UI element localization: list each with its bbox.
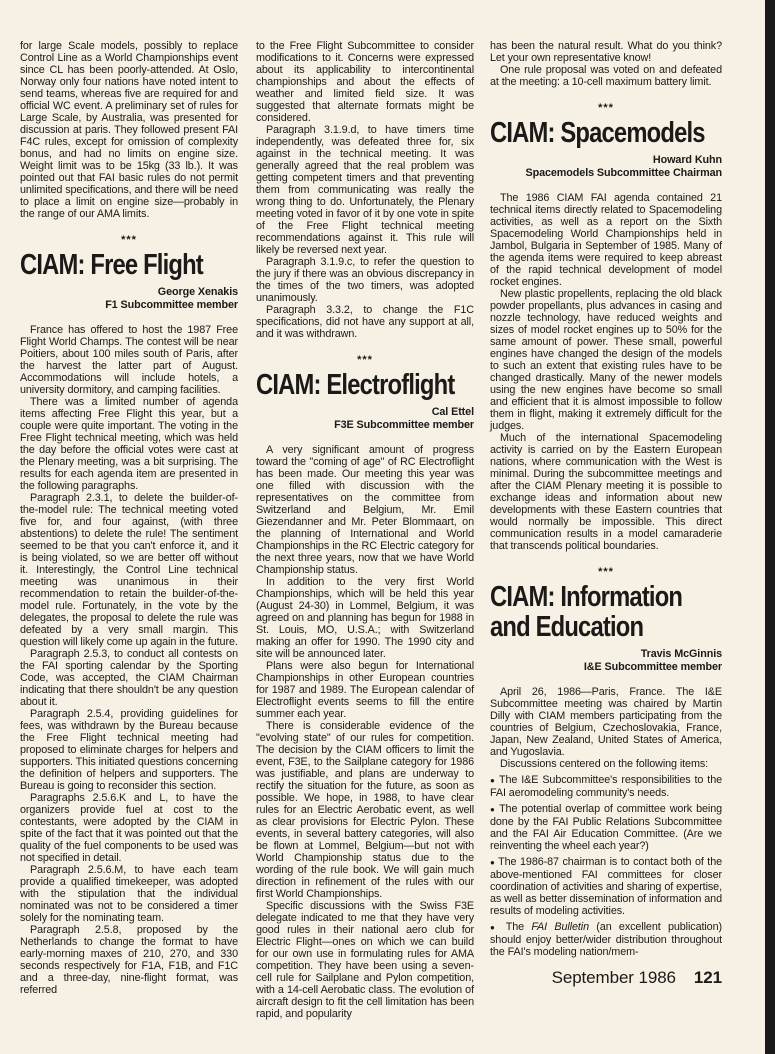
paragraph: Paragraph 3.1.9.c, to refer the question to the jury if there was an obvious discrepancy in the times of the two timers, was adopted unanimously. xyxy=(256,256,474,304)
bullet-text: (an excellent publication) should enjoy better/wider distribution throughout the FAI's modeling nation/mem- xyxy=(490,921,722,958)
column-3 xyxy=(490,40,722,996)
bullet-item xyxy=(490,803,722,852)
issue-date: September 1986 xyxy=(551,968,676,987)
bullet-text: The xyxy=(505,921,532,933)
bullet-item xyxy=(490,921,722,958)
paragraph: Paragraph 3.1.9.d, to have timers time independently, was defeated three for, six against in the technical meeting. It was generally agreed that the real problem was getting competent timers and that preventing them from communicating was really the wrong thing to do. Unfortunately, the Plenary meeting voted in favor of it by one vote in spite of the Free Flight technical meeting recommendations against it. This rule will likely be reversed next year. xyxy=(256,124,474,256)
bullet-icon: ● xyxy=(490,776,499,785)
paragraph: Much of the international Spacemodeling activity is carried on by the Eastern European nations, where communication with the West is minimal. During the subcommittee meetings and after the CIAM Plenary meeting it is possible to exchange ideas and information about new developments with these Eastern countries that would normally be impossible. This direct communication results in a model camaraderie that transcends political boundaries. xyxy=(490,432,722,552)
paragraph: Specific discussions with the Swiss F3E delegate indicated to me that they have very good rules in their national aero club for Electric Flight—ones on which we can build for our own use in formulating rules for AMA competition. They have been using a seven-cell rule for Sailplane and Pylon competition, with a 14-cell Aerobatic class. The evolution of aircraft design to fit the cell limitation has been rapid, and popularity xyxy=(256,900,474,1020)
heading-line: CIAM: Information xyxy=(490,581,683,613)
paragraph: Paragraph 3.3.2, to change the F1C specifications, did not have any support at all, and it was withdrawn. xyxy=(256,304,474,340)
paragraph: The 1986 CIAM FAI agenda contained 21 technical items directly related to Spacemodeling activities, as well as a report on the Sixth Spacemodeling World Championships held in Jambol, Bulgaria in September of 1985. Many of the agenda items were required to keep abreast of the rapid technical development of model rocket engines. xyxy=(490,192,722,288)
paragraph: Paragraph 2.5.6.M, to have each team provide a qualified timekeeper, was adopted with the stipulation that the individual nominated was not to be considered a timer solely for the nominating team. xyxy=(20,864,238,924)
page-footer xyxy=(490,968,722,996)
bullet-icon: ● xyxy=(490,923,506,932)
paragraph: There was a limited number of agenda items affecting Free Flight this year, but a couple were quite important. The voting in the Free Flight technical meeting, which was held the day before the official votes were cast at the Plenary meeting, was a bit surprising. The results for each agenda item are presented in the following paragraphs. xyxy=(20,396,238,492)
author-role: F1 Subcommittee member xyxy=(105,299,238,311)
section-heading: CIAM: Free Flight xyxy=(20,249,203,281)
bullet-icon: ● xyxy=(490,805,500,814)
paragraph: Paragraph 2.5.3, to conduct all contests on the FAI sporting calendar by the Sporting Code, was accepted, the CIAM Chairman indicating that there shouldn't be any question about it. xyxy=(20,648,238,708)
byline xyxy=(256,406,474,432)
paragraph: There is considerable evidence of the "evolving state" of our rules for competition. The decision by the CIAM officers to limit the event, F3E, to the Sailplane category for 1986 was justifiable, and plans are underway to rectify the situation for the future, as soon as possible. We hope, in 1988, to have clear rules for an Electric Aerobatic event, as well as clear provisions for Electric Pylon. These events, in several battery categories, will also be flown at Lommel, Belgium—but not with World Championship status due to the wording of the rule book. We will gain much direction in refinement of the rules with our first World Championships. xyxy=(256,720,474,900)
section-divider: *** xyxy=(121,234,137,246)
paragraph: Paragraph 2.5.4, providing guidelines for fees, was withdrawn by the Bureau because the Free Flight technical meeting had proposed to eliminate charges for helpers and supporters. This initiated questions concerning the definition of helpers and supporters. The Bureau is going to reconsider this section. xyxy=(20,708,238,792)
paragraph: France has offered to host the 1987 Free Flight World Champs. The contest will be near Poitiers, about 100 miles south of Paris, after the harvest the latter part of August. Accommodations will include hotels, a university dormitory, and camping facilities. xyxy=(20,324,238,396)
bullet-text: The I&E Subcommittee's responsibilities to the FAI aeromodeling community's needs. xyxy=(490,774,722,799)
paragraph: April 26, 1986—Paris, France. The I&E Subcommittee meeting was chaired by Martin Dilly with CIAM members participating from the countries of Belgium, Czechoslovakia, France, Japan, New Zealand, United States of America, and Yugoslavia. xyxy=(490,686,722,758)
section-heading xyxy=(490,581,683,643)
bullet-item xyxy=(490,774,722,799)
section-divider: *** xyxy=(598,102,614,114)
paragraph: Plans were also begun for International Championships in other European countries for 1987 and 1989. The European calendar of Electroflight events seems to fill the entire summer each year. xyxy=(256,660,474,720)
paragraph: Paragraph 2.3.1, to delete the builder-of-the-model rule: The technical meeting voted five for, and four against, (with three abstentions) to delete the rule! The sentiment seemed to be that you can't enforce it, and it is being violated, so we are better off without it. Interestingly, the Control Line technical meeting was unanimous in their recommendation to retain the builder-of-the-model rule. Fortunately, in the vote by the delegates, the proposal to delete the rule was defeated by a very small margin. This question will likely come up again in the future. xyxy=(20,492,238,648)
paragraph: New plastic propellents, replacing the old black powder propellants, plus advances in casing and nozzle technology, have reduced weights and sizes of model rocket engines up to 50% for the same amount of power. These small, powerful engines have changed the design of the models to such an extent that existing rules have to be changed drastically. Many of the newer models using the new engines have become so small and efficient that it is almost impossible to follow them in flight, making it extremely difficult for the judges. xyxy=(490,288,722,432)
paragraph: One rule proposal was voted on and defeated at the meeting: a 10-cell maximum battery limit. xyxy=(490,64,722,88)
author-role: F3E Subcommittee member xyxy=(334,419,474,431)
column-2 xyxy=(256,40,474,1020)
author-role: Spacemodels Subcommittee Chairman xyxy=(525,167,722,179)
scan-edge xyxy=(765,0,775,1054)
publication-title: FAI Bulletin xyxy=(531,921,589,933)
author-name: Cal Ettel xyxy=(431,406,474,418)
section-heading: CIAM: Spacemodels xyxy=(490,117,705,149)
column-1 xyxy=(20,40,238,996)
paragraph: A very significant amount of progress toward the "coming of age" of RC Electroflight has been made. Our meeting this year was one filled with discussion with the representatives on the committee from Switzerland and Belgium, Mr. Emil Giezendanner and Mr. Peter Blommaart, on the planning of International and World Championships in the RC Electric category for the next three years, now that we have World Championship status. xyxy=(256,444,474,576)
bullet-icon: ● xyxy=(490,858,499,867)
author-role: I&E Subcommittee member xyxy=(583,661,722,673)
page-number: 121 xyxy=(693,968,722,987)
section-divider: *** xyxy=(598,566,614,578)
heading-line: and Education xyxy=(490,611,644,643)
paragraph: for large Scale models, possibly to replace Control Line as a World Championships event since CL has been poorly-attended. At Oslo, Norway only four nations have noted intent to send teams, whereas five are required for and official WC event. A preliminary set of rules for Large Scale, by Australia, was presented for discussion at paris. They followed present FAI F4C rules, except for omission of complexity bonus, and had no limits on engine size. Weight limit was to be 15kg (33 lb.). It was pointed out that FAI basic rules do not permit unlimited specifications, and there will be need to place a limit on engine size—probably in the range of our AMA limits. xyxy=(20,40,238,220)
section-heading: CIAM: Electroflight xyxy=(256,369,455,401)
byline xyxy=(490,648,722,674)
paragraph: to the Free Flight Subcommittee to consider modifications to it. Concerns were expressed about its applicability to intercontinental championships and about the effects of weather and limited field size. It was suggested that alternate formats might be considered. xyxy=(256,40,474,124)
author-name: George Xenakis xyxy=(157,286,238,298)
byline xyxy=(20,286,238,312)
paragraph: In addition to the very first World Championships, which will be held this year (August 24-30) in Lommel, Belgium, it was agreed on and planning has begun for 1988 in St. Louis, MO, U.S.A.; with Switzerland making an offer for 1990. The 1990 city and site will be announced later. xyxy=(256,576,474,660)
paragraph: Discussions centered on the following items: xyxy=(500,758,709,770)
bullet-text: The potential overlap of committee work being done by the FAI Public Relations Subcommittee and the FAI Air Education Committee. (Are we reinventing the wheel each year?) xyxy=(490,803,723,852)
author-name: Travis McGinnis xyxy=(640,648,722,660)
bullet-text: The 1986-87 chairman is to contact both of the above-mentioned FAI committees for closer coordination of activities and sharing of expertise, as well as better dissemination of information and results of modeling activities. xyxy=(490,856,723,917)
paragraph: Paragraph 2.5.8, proposed by the Netherlands to change the format to have early-morning maxes of 210, 270, and 330 seconds respectively for F1A, F1B, and F1C and a three-day, nine-flight format, was referred xyxy=(20,924,238,996)
bullet-item xyxy=(490,856,722,917)
paragraph: Paragraphs 2.5.6.K and L, to have the organizers provide fuel at cost to the contestants, were adopted by the CIAM in spite of the fact that it was pointed out that the quality of the fuel components to be used was not specified in detail. xyxy=(20,792,238,864)
section-divider: *** xyxy=(357,354,373,366)
byline xyxy=(490,154,722,180)
author-name: Howard Kuhn xyxy=(652,154,722,166)
paragraph: has been the natural result. What do you think? Let your own representative know! xyxy=(490,40,722,64)
